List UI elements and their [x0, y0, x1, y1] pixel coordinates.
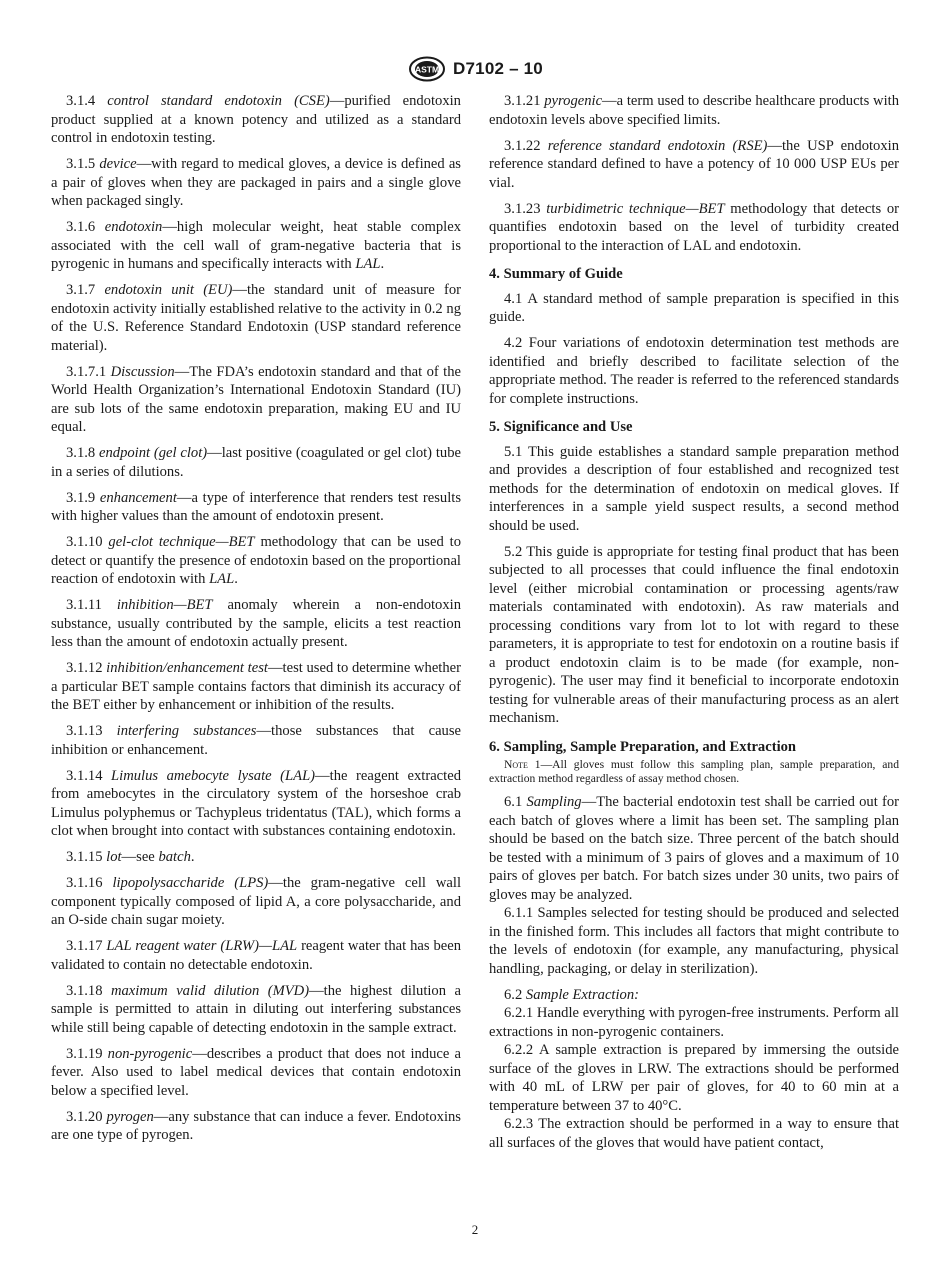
section-4-heading: 4. Summary of Guide [489, 266, 623, 282]
definition-3-1-19: 3.1.19 non-pyrogenic—describes a product that does not induce a fever. Also used to label medical devices that contain endotoxin below a specified level. [51, 1045, 461, 1099]
definition-3-1-20: 3.1.20 pyrogen—any substance that can induce a fever. Endotoxins are one type of pyrogen. [51, 1108, 461, 1143]
definition-3-1-7-1: 3.1.7.1 Discussion—The FDA’s endotoxin standard and that of the World Health Organization’s International Endotoxin Standard (IU) are sub lots of the same endotoxin preparation, making EU and IU equal. [51, 363, 461, 435]
definition-3-1-16: 3.1.16 lipopolysaccharide (LPS)—the gram-negative cell wall component typically composed of lipid A, a core polysaccharide, and an O-side chain sugar moiety. [51, 875, 462, 928]
paragraph-5-1: 5.1 This guide establishes a standard sample preparation method and provides a description of four established and recognized test methods for the determination of endotoxin on medical gloves. If interferences in a sample yield suspect results, a second method should be used. [489, 443, 899, 534]
definition-3-1-21: 3.1.21 pyrogenic—a term used to describe healthcare products with endotoxin levels above specified limits. [489, 93, 899, 128]
definition-3-1-5: 3.1.5 device—with regard to medical gloves, a device is defined as a pair of gloves when they are packaged in pairs and a single glove when packaged singly. [51, 156, 461, 209]
paragraph-6-2-1: 6.2.1 Handle everything with pyrogen-free instruments. Perform all extractions in non-pyrogenic containers. [489, 1005, 899, 1040]
definition-3-1-17: 3.1.17 LAL reagent water (LRW)—LAL reagent water that has been validated to contain no detectable endotoxin. [51, 938, 461, 973]
page-number: 2 [471, 1222, 479, 1237]
paragraph-6-2: 6.2 Sample Extraction: [504, 986, 639, 1003]
definition-3-1-22: 3.1.22 reference standard endotoxin (RSE)—the USP endotoxin reference standard defined to have a potency of 10 000 USP EUs per vial. [489, 137, 899, 191]
paragraph-4-1: 4.1 A standard method of sample preparation is specified in this guide. [489, 290, 899, 325]
definition-3-1-15: 3.1.15 lot—see batch. [66, 849, 195, 865]
definition-3-1-18: 3.1.18 maximum valid dilution (MVD)—the highest dilution a sample is permitted to attain in diluting out interfering substances while still being capable of detecting endotoxin in the sample extract. [51, 982, 461, 1036]
paragraph-6-1: 6.1 Sampling—The bacterial endotoxin test shall be carried out for each batch of gloves where a limit has been set. The sampling plan should be based on the batch size. Three percent of the batch should be tested with a minimum of 3 pairs of gloves and a maximum of 10 pairs of gloves per batch. For batch sizes under 30 units, two pairs of gloves may be analyzed. [489, 794, 899, 903]
definition-3-1-10: 3.1.10 gel-clot technique—BET methodology that can be used to detect or quantify the presence of endotoxin based on the proportional reaction of endotoxin with LAL. [51, 534, 461, 587]
paragraph-6-2-2: 6.2.2 A sample extraction is prepared by immersing the outside surface of the gloves in LRW. The extractions should be performed with 40 mL of LRW per pair of gloves, for 40 to 60 min at a temperature between 37 to 40°C. [489, 1042, 899, 1114]
paragraph-5-2: 5.2 This guide is appropriate for testing final product that has been subjected to all processes that could influence the final endotoxin level (either microbial contamination or processing agents/raw materials contaminated with endotoxin). As raw materials and processing conditions vary from lot to lot with regard to these parameters, it is appropriate to test for endotoxin on a routine basis if a product endotoxin claim is to be made (for example, non-pyrogenic). The user may find it beneficial to incorporate endotoxin testing for vulnerable areas of their manufacturing process as an alert mechanism. [489, 543, 899, 726]
left-column [51, 92, 461, 1152]
definition-3-1-12: 3.1.12 inhibition/enhancement test—test used to determine whether a particular BET sample contains factors that diminish its accuracy of the BET either by enhancement or inhibition of the results. [51, 660, 461, 713]
definition-3-1-9: 3.1.9 enhancement—a type of interference that renders test results with higher values than the amount of endotoxin present. [51, 489, 461, 524]
paragraph-6-1-1: 6.1.1 Samples selected for testing should be produced and selected in the finished form. This includes all factors that might contribute to the levels of endotoxin (for example, any manufacturing, physical handling, packaging, or delay in sterilization). [489, 905, 899, 977]
document-id: D7102 – 10 [453, 59, 543, 78]
definition-3-1-7: 3.1.7 endotoxin unit (EU)—the standard unit of measure for endotoxin activity initially established relative to the activity in 0.2 ng of the U.S. Reference Standard Endotoxin (USP standard reference material). [51, 282, 461, 354]
paragraph-6-2-3: 6.2.3 The extraction should be performed in a way to ensure that all surfaces of the gloves that would have patient contact, [489, 1116, 899, 1151]
right-column [489, 92, 899, 1152]
definition-3-1-4: 3.1.4 control standard endotoxin (CSE)—purified endotoxin product supplied at a known potency and utilized as a standard control in endotoxin testing. [51, 93, 461, 146]
page-header [0, 56, 950, 82]
note-1: Note 1—All gloves must follow this sampling plan, sample preparation, and extraction method regardless of assay method chosen. [489, 758, 899, 785]
section-6-heading: 6. Sampling, Sample Preparation, and Extraction [489, 738, 797, 755]
section-5-heading: 5. Significance and Use [489, 419, 633, 435]
definition-3-1-11: 3.1.11 inhibition—BET anomaly wherein a non-endotoxin substance, usually contributed by the sample, elicits a test reaction less than the amount of endotoxin actually present. [51, 597, 461, 650]
definition-3-1-6: 3.1.6 endotoxin—high molecular weight, heat stable complex associated with the cell wall of gram-negative bacteria that is pyrogenic in humans and specifically interacts with LAL. [51, 219, 462, 272]
definition-3-1-8: 3.1.8 endpoint (gel clot)—last positive (coagulated or gel clot) tube in a series of dilutions. [51, 445, 461, 480]
paragraph-4-2: 4.2 Four variations of endotoxin determination test methods are identified and briefly described to facilitate selection of the appropriate method. The reader is referred to the referenced standards for complete instructions. [489, 335, 899, 407]
definition-3-1-23: 3.1.23 turbidimetric technique—BET methodology that detects or quantifies endotoxin based on the level of turbidity created proportional to the interaction of LAL and endotoxin. [489, 200, 899, 254]
definition-3-1-14: 3.1.14 Limulus amebocyte lysate (LAL)—the reagent extracted from amebocytes in the circulatory system of the horseshoe crab Limulus polyphemus or Tachypleus tridentatus (TAL), which forms a clot when brought into contact with substances containing endotoxin. [51, 767, 461, 839]
svg-text:ASTM: ASTM [415, 64, 440, 75]
definition-3-1-13: 3.1.13 interfering substances—those substances that cause inhibition or enhancement. [51, 723, 461, 758]
astm-logo-icon [407, 56, 447, 82]
